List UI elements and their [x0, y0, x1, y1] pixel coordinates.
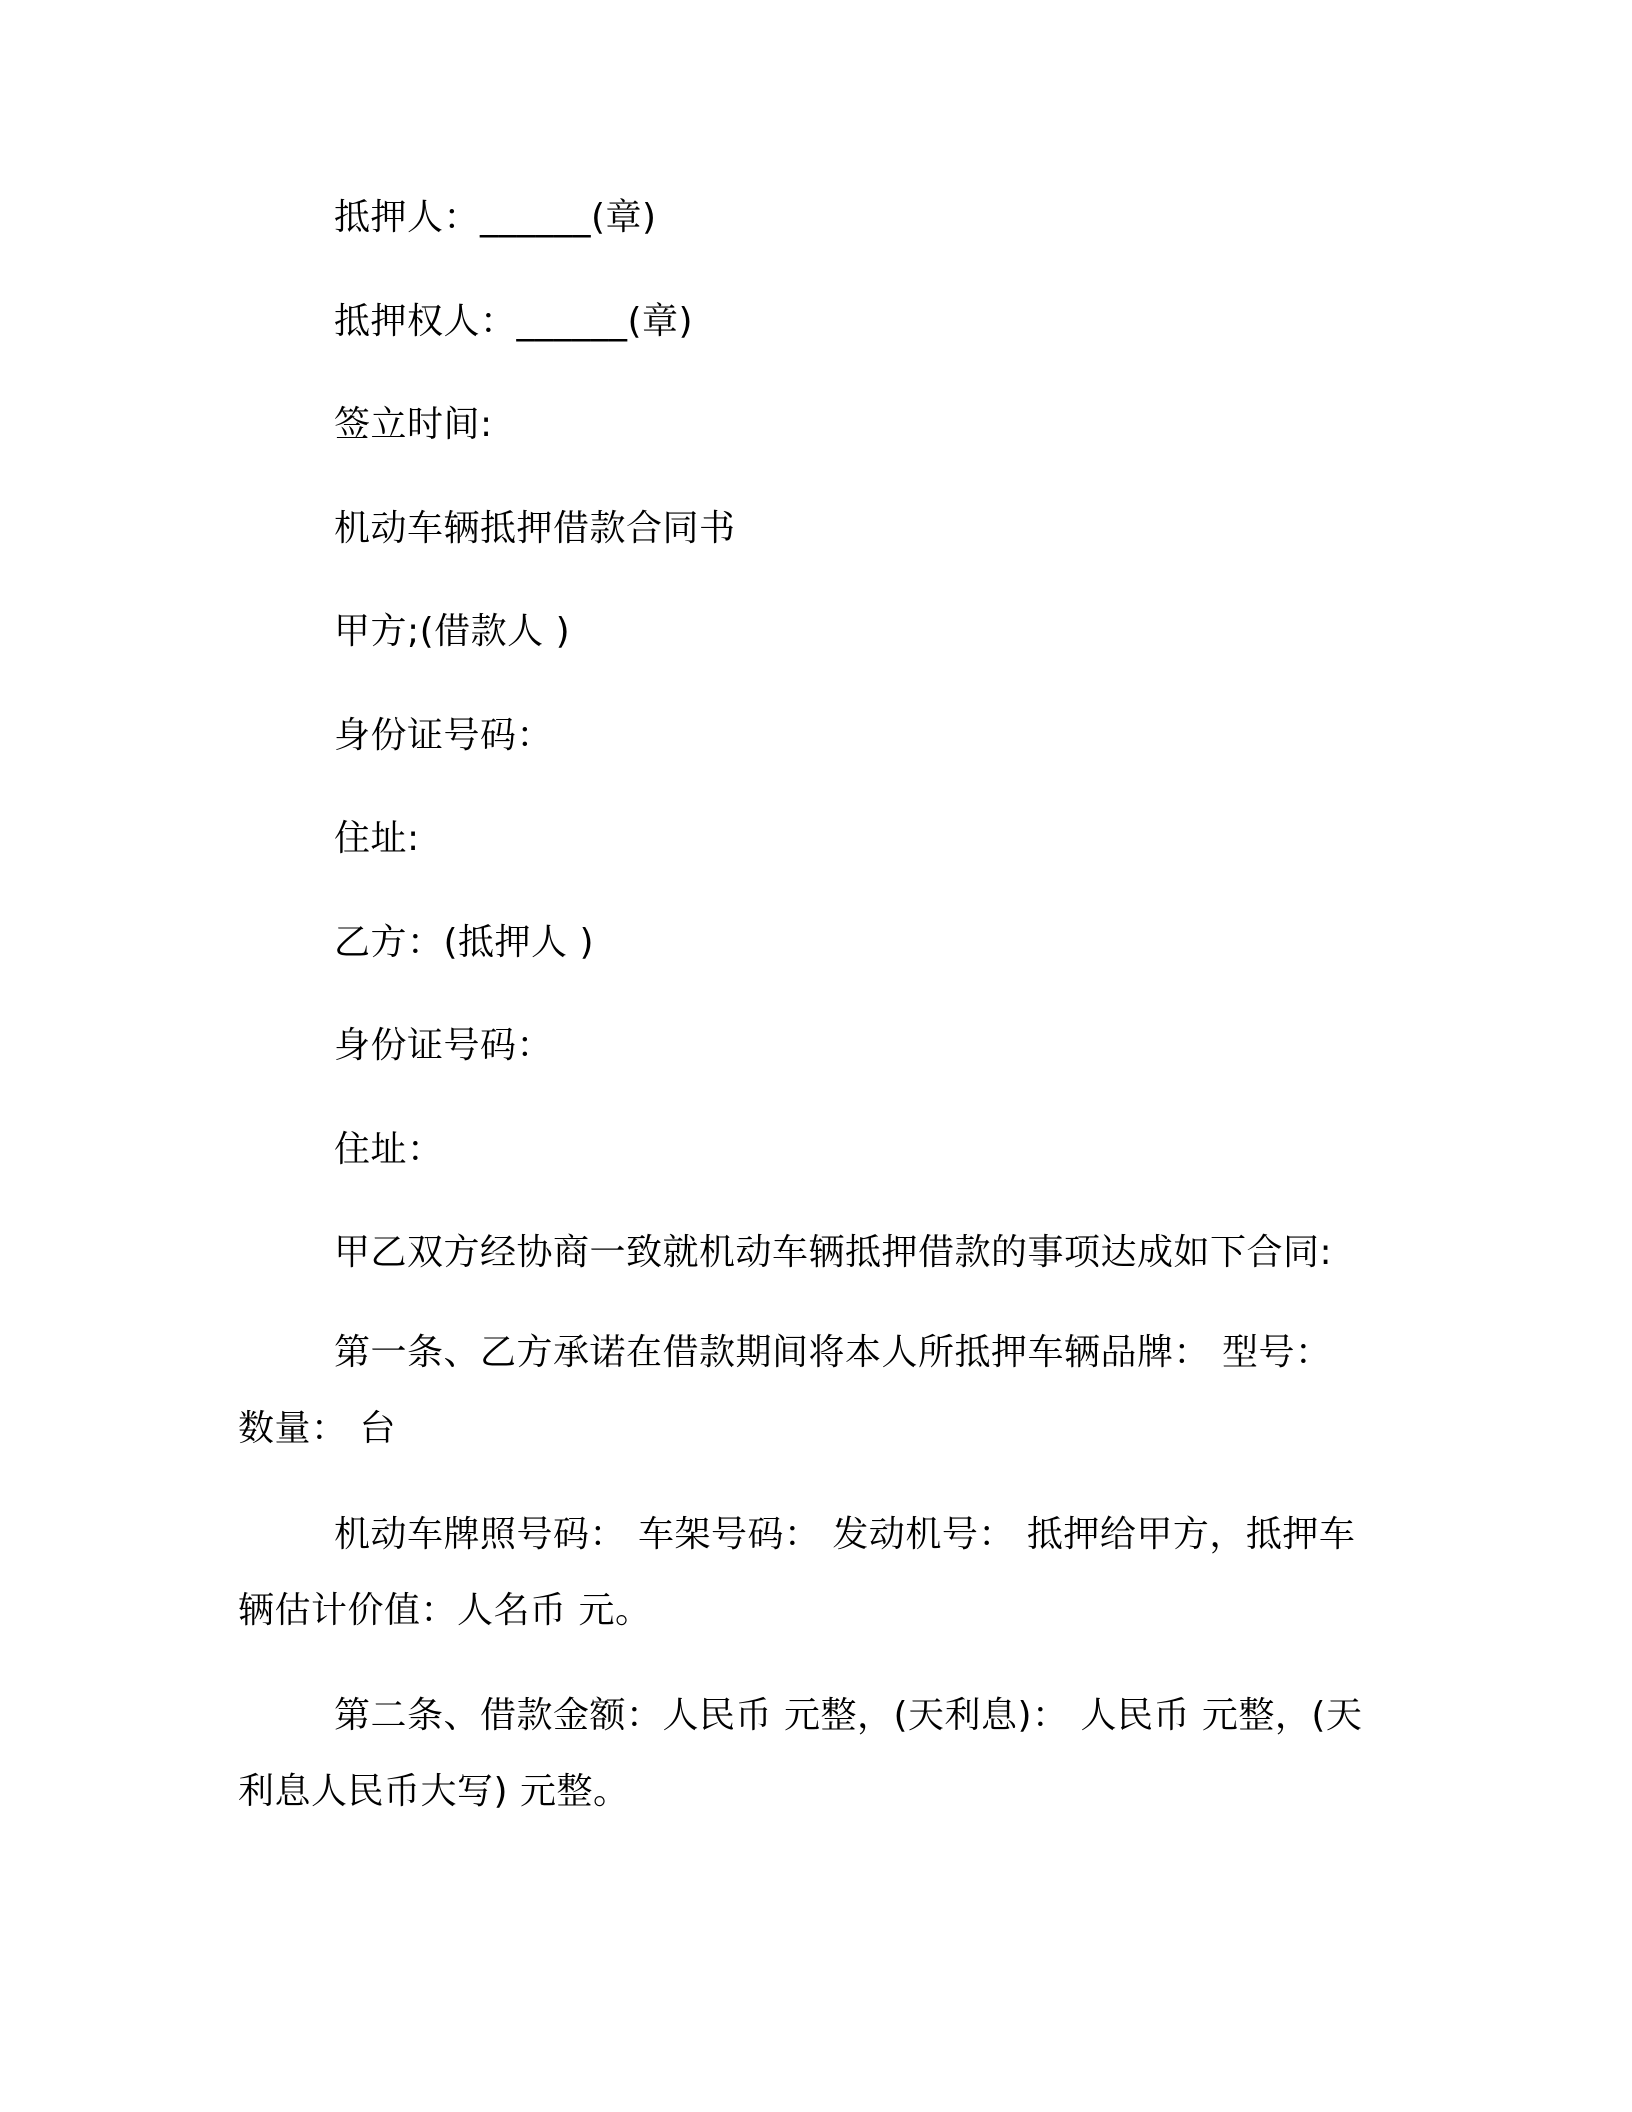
party-a-id-number: 身份证号码： — [334, 715, 554, 756]
mortgagee-signature-line: 抵押权人：______(章) — [334, 301, 694, 342]
article-2-paragraph: 第二条、借款金额：人民币 元整，(天利息)： 人民币 元整，(天利息人民币大写) 元整。 — [238, 1695, 1363, 1812]
party-a-label: 甲方;(借款人 ) — [334, 611, 571, 652]
party-a-address: 住址: — [334, 818, 420, 859]
party-b-id-number: 身份证号码： — [334, 1025, 554, 1066]
vehicle-details-paragraph: 机动车牌照号码： 车架号码： 发动机号： 抵押给甲方，抵押车辆估计价值：人名币 元。 — [238, 1514, 1356, 1631]
article-1-paragraph: 第一条、乙方承诺在借款期间将本人所抵押车辆品牌： 型号： 数量： 台 — [238, 1332, 1332, 1449]
party-b-address: 住址： — [334, 1129, 444, 1170]
contract-title: 机动车辆抵押借款合同书 — [334, 508, 736, 549]
mortgagor-signature-line: 抵押人：______(章) — [334, 197, 657, 238]
signing-date-line: 签立时间: — [334, 404, 493, 445]
agreement-intro: 甲乙双方经协商一致就机动车辆抵押借款的事项达成如下合同: — [334, 1232, 1333, 1273]
party-b-label: 乙方：(抵押人 ) — [334, 922, 595, 963]
